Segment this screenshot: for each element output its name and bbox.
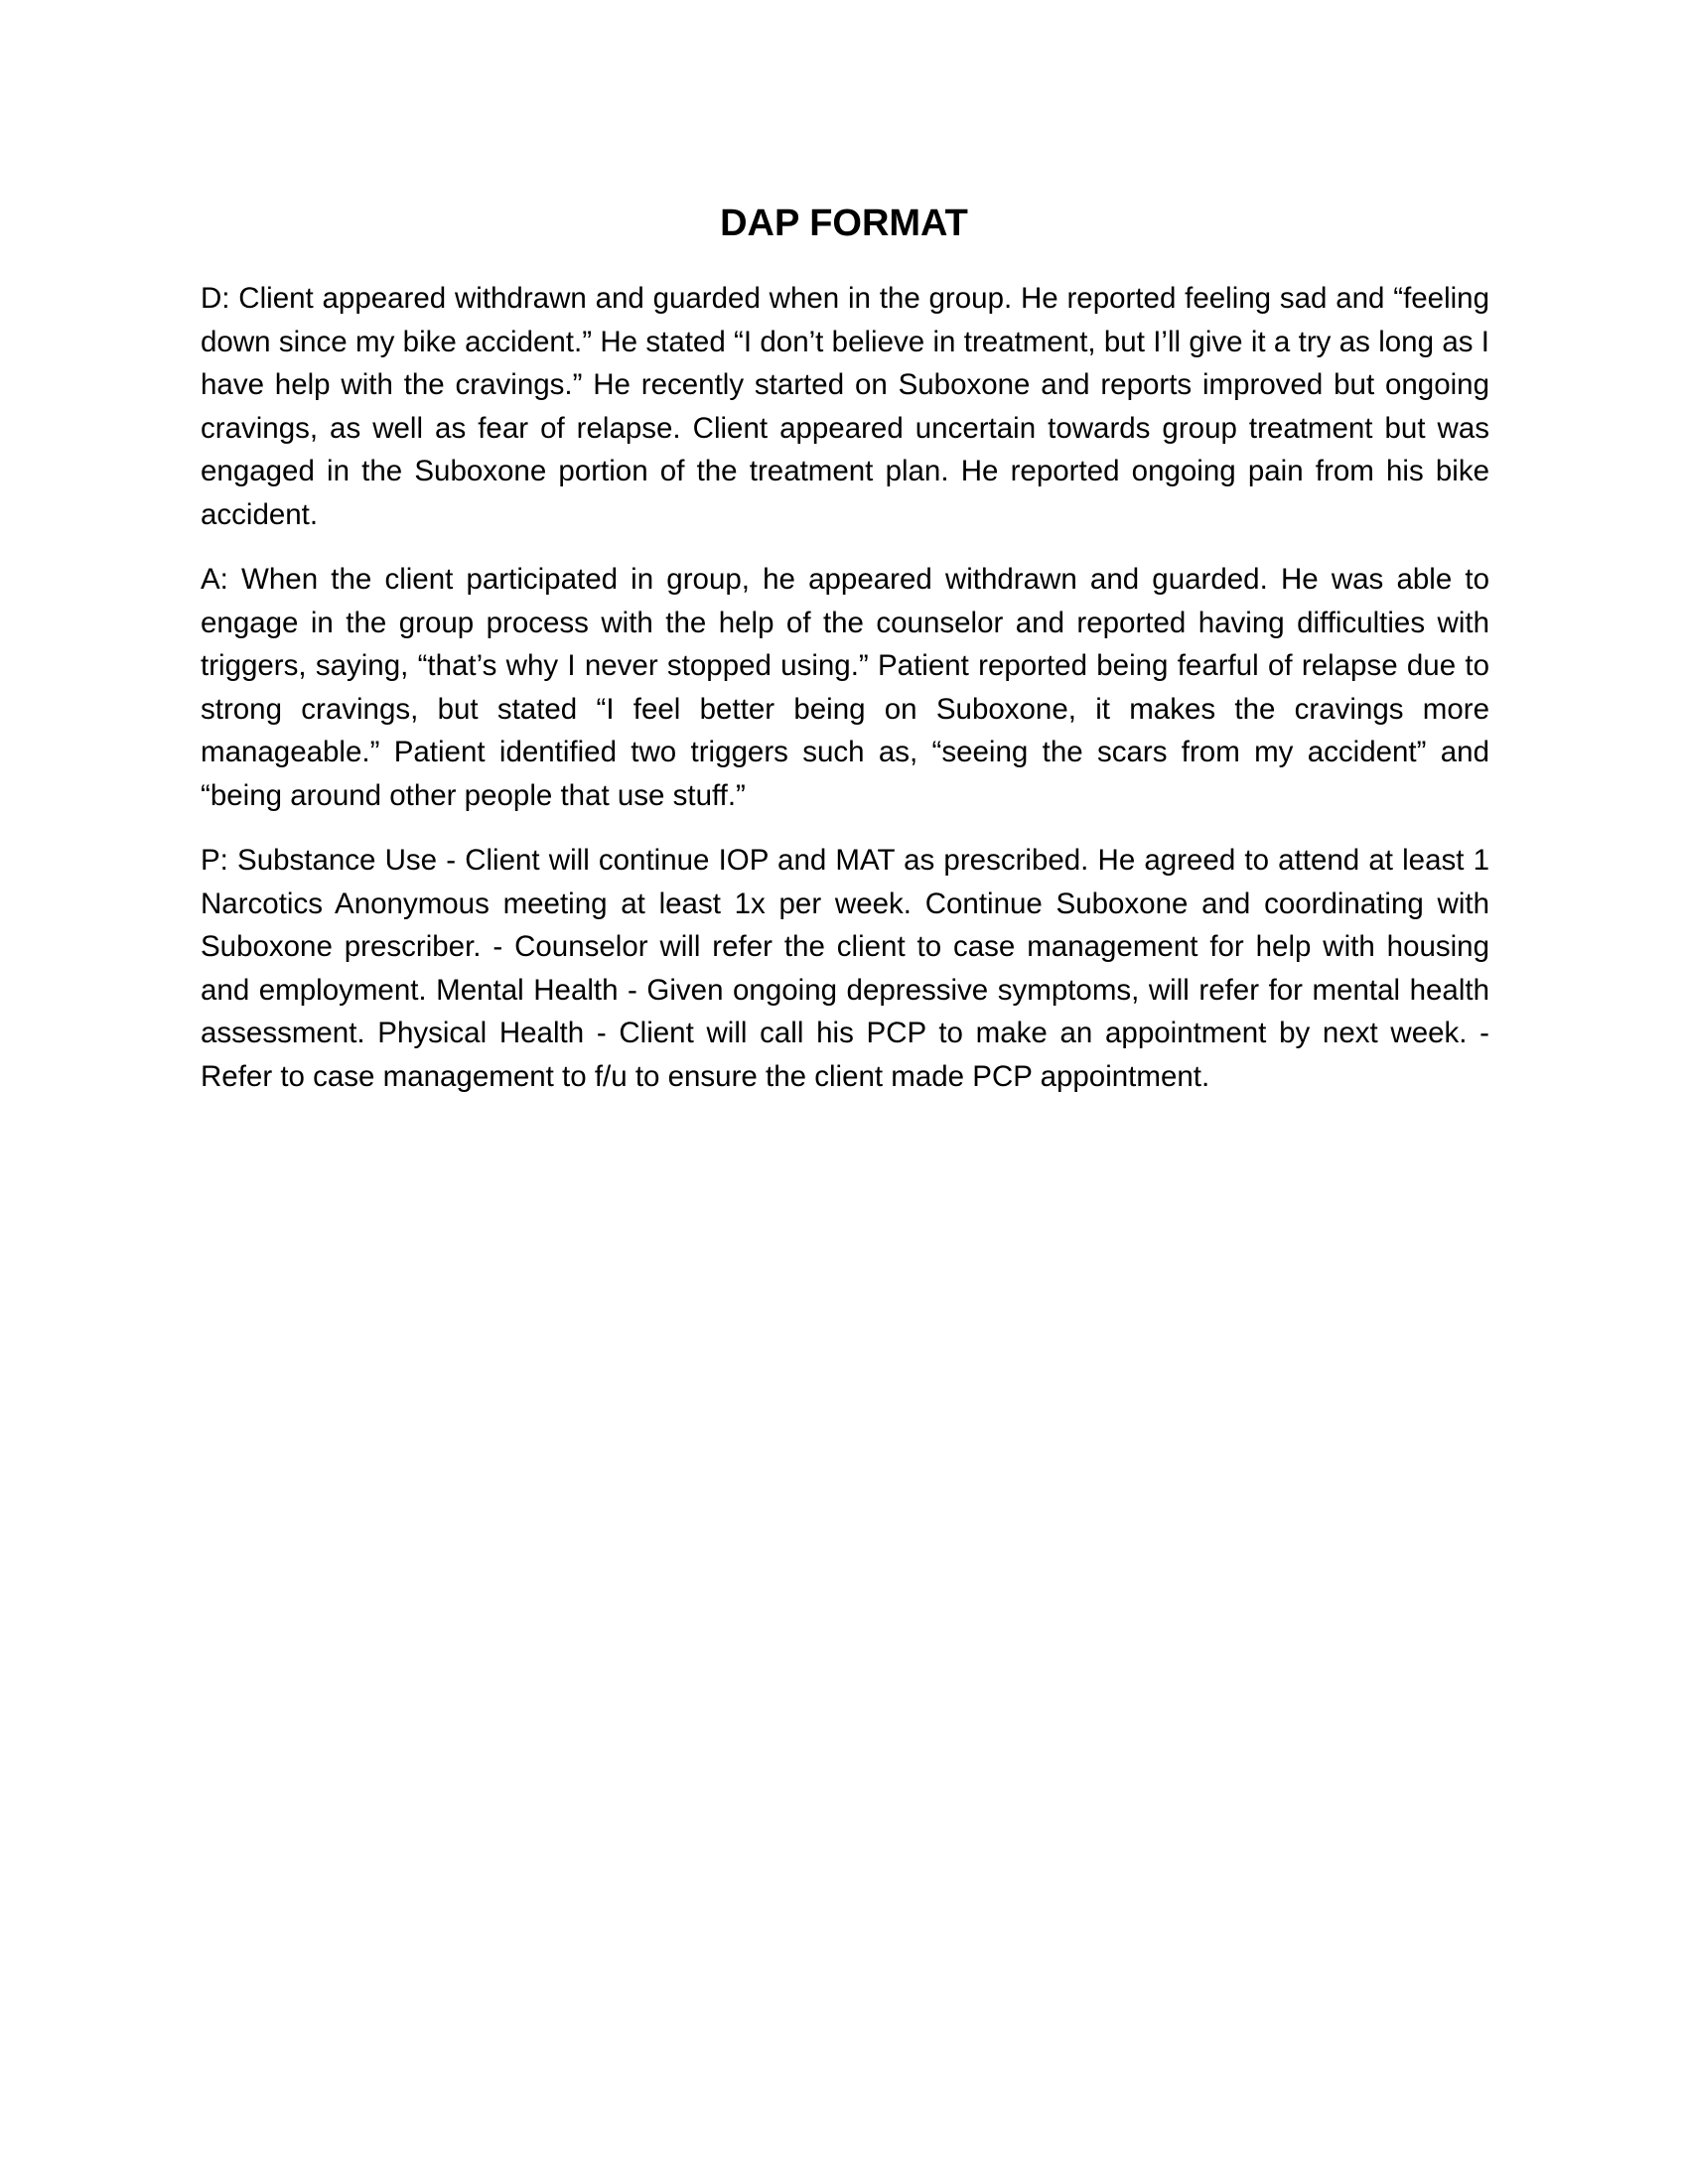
document-body: [201, 277, 1489, 1120]
data-section-paragraph: D: Client appeared withdrawn and guarded when in the group. He reported feeling sad and “feeling down since my bike accident.” He stated “I don’t believe in treatment, but I’ll give it a try as long as I have help with the cravings.” He recently started on Suboxone and reports improved but ongoing cravings, as well as fear of relapse. Client appeared uncertain towards group treatment but was engaged in the Suboxone portion of the treatment plan. He reported ongoing pain from his bike accident.: [201, 282, 1489, 531]
plan-section-paragraph: P: Substance Use - Client will continue IOP and MAT as prescribed. He agreed to attend at least 1 Narcotics Anonymous meeting at least 1x per week. Continue Suboxone and coordinating with Suboxone prescriber. - Counselor will refer the client to case management for help with housing and employment. Mental Health - Given ongoing depressive symptoms, will refer for mental health assessment. Physical Health - Client will call his PCP to make an appointment by next week. - Refer to case management to f/u to ensure the client made PCP appointment.: [201, 844, 1489, 1093]
document-title: DAP FORMAT: [720, 203, 968, 244]
assessment-section-paragraph: A: When the client participated in group, he appeared withdrawn and guarded. He was able to engage in the group process with the help of the counselor and reported having difficulties with triggers, saying, “that’s why I never stopped using.” Patient reported being fearful of relapse due to strong cravings, but stated “I feel better being on Suboxone, it makes the cravings more manageable.” Patient identified two triggers such as, “seeing the scars from my accident” and “being around other people that use stuff.”: [201, 563, 1489, 812]
